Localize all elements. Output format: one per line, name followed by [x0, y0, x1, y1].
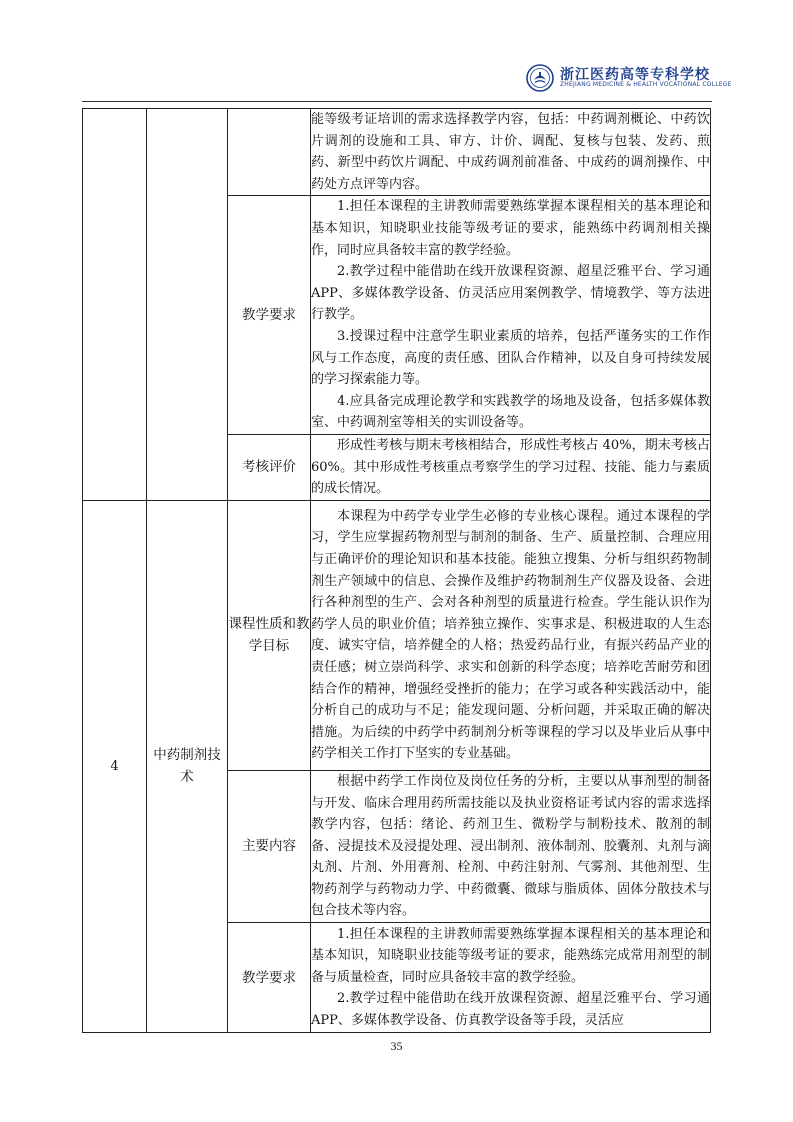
paragraph: 本课程为中药学专业学生必修的专业核心课程。通过本课程的学习，学生应掌握药物剂型与制剂的制备、生产、质量控制、合理应用与正确评价的理论知识和基本技能。能独立搜集、分析与组织药物制剂生产领域中的信息、会操作及维护药物制剂生产仪器及设备、会进行各种剂型的生产、会对各种剂型的质量进行检查。学生能认识作为药学人员的职业价值；培养独立操作、实事求是、积极进取的人生态度、诚实守信，培养健全的人格；热爱药品行业，有振兴药品产业的责任感；树立崇尚科学、求实和创新的科学态度；培养吃苦耐劳和团结合作的精神，增强经受挫折的能力；在学习或各种实践活动中，能分析自己的成功与不足；能发现问题、分析问题，并采取正确的解决措施。为后续的中药学中药制剂分析等课程的学习以及毕业后从事中药学相关工作打下坚实的专业基础。 [311, 508, 710, 762]
paragraph: 1.担任本课程的主讲教师需要熟练掌握本课程相关的基本理论和基本知识，知晓职业技能等级考证的要求，能熟练中药调剂相关操作，同时应具备较丰富的教学经验。 [311, 199, 710, 258]
course-number-cell [83, 109, 147, 501]
paragraph: 能等级考证培训的需求选择教学内容，包括：中药调剂概论、中药饮片调剂的设施和工具、审方、计价、调配、复核与包装、发药、煎药、新型中药饮片调配、中成药调剂前准备、中成药的调剂操作、中药处方点评等内容。 [311, 112, 710, 192]
paragraph: 2.教学过程中能借助在线开放课程资源、超星泛雅平台、学习通 APP、多媒体教学设备、仿真教学设备等手段，灵活应 [311, 991, 710, 1028]
school-name-cn: 浙江医药高等专科学校 [560, 67, 710, 83]
section-content [311, 923, 711, 1033]
section-content [311, 770, 711, 922]
section-content [311, 500, 711, 770]
section-content [311, 434, 711, 500]
paragraph: 形成性考核与期末考核相结合，形成性考核占 40%，期末考核占 60%。其中形成性考核重点考察学生的学习过程、技能、能力与素质的成长情况。 [311, 438, 710, 497]
header-divider [82, 101, 712, 102]
paragraph: 4.应具备完成理论教学和实践教学的场地及设备，包括多媒体教室、中药调剂室等相关的实训设备等。 [311, 393, 710, 431]
section-label: 教学要求 [228, 196, 311, 435]
paragraph: 1.担任本课程的主讲教师需要熟练掌握本课程相关的基本理论和基本知识，知晓职业技能等级考证的要求，能熟练完成常用剂型的制备与质量检查，同时应具备较丰富的教学经验。 [311, 926, 710, 985]
school-name-en: ZHEJIANG MEDICINE & HEALTH VOCATIONAL COLLEGE [560, 81, 732, 88]
school-emblem-icon [526, 64, 554, 92]
course-number-cell: 4 [83, 500, 147, 1032]
course-name-cell: 中药制剂技术 [147, 500, 228, 1032]
course-name-cell [147, 109, 228, 501]
section-label: 教学要求 [228, 923, 311, 1033]
paragraph: 3.授课过程中注意学生职业素质的培养，包括严谨务实的工作作风与工作态度，高度的责任感、团队合作精神，以及自身可持续发展的学习探索能力等。 [311, 328, 710, 388]
paragraph: 2.教学过程中能借助在线开放课程资源、超星泛雅平台、学习通 APP、多媒体教学设备、仿灵活应用案例教学、情境教学、等方法进行教学。 [311, 264, 710, 323]
section-label: 主要内容 [228, 770, 311, 922]
table-row [83, 500, 711, 770]
section-label: 课程性质和教学目标 [228, 500, 311, 770]
paragraph: 根据中药学工作岗位及岗位任务的分析，主要以从事剂型的制备与开发、临床合理用药所需技能以及执业资格证考试内容的需求选择教学内容，包括：绪论、药剂卫生、微粉学与制粉技术、散剂的制备、浸提技术及浸提处理、浸出制剂、液体制剂、胶囊剂、丸剂与滴丸剂、片剂、外用膏剂、栓剂、中药注射剂、气雾剂、其他剂型、生物药剂学与药物动力学、中药微囊、微球与脂质体、固体分散技术与包合技术等内容。 [311, 773, 710, 919]
table-row [83, 109, 711, 196]
course-table [82, 108, 711, 1033]
section-label [228, 109, 311, 196]
section-label: 考核评价 [228, 434, 311, 500]
page-number: 35 [390, 1039, 403, 1053]
section-content [311, 109, 711, 196]
section-content [311, 196, 711, 435]
school-logo [526, 64, 732, 92]
